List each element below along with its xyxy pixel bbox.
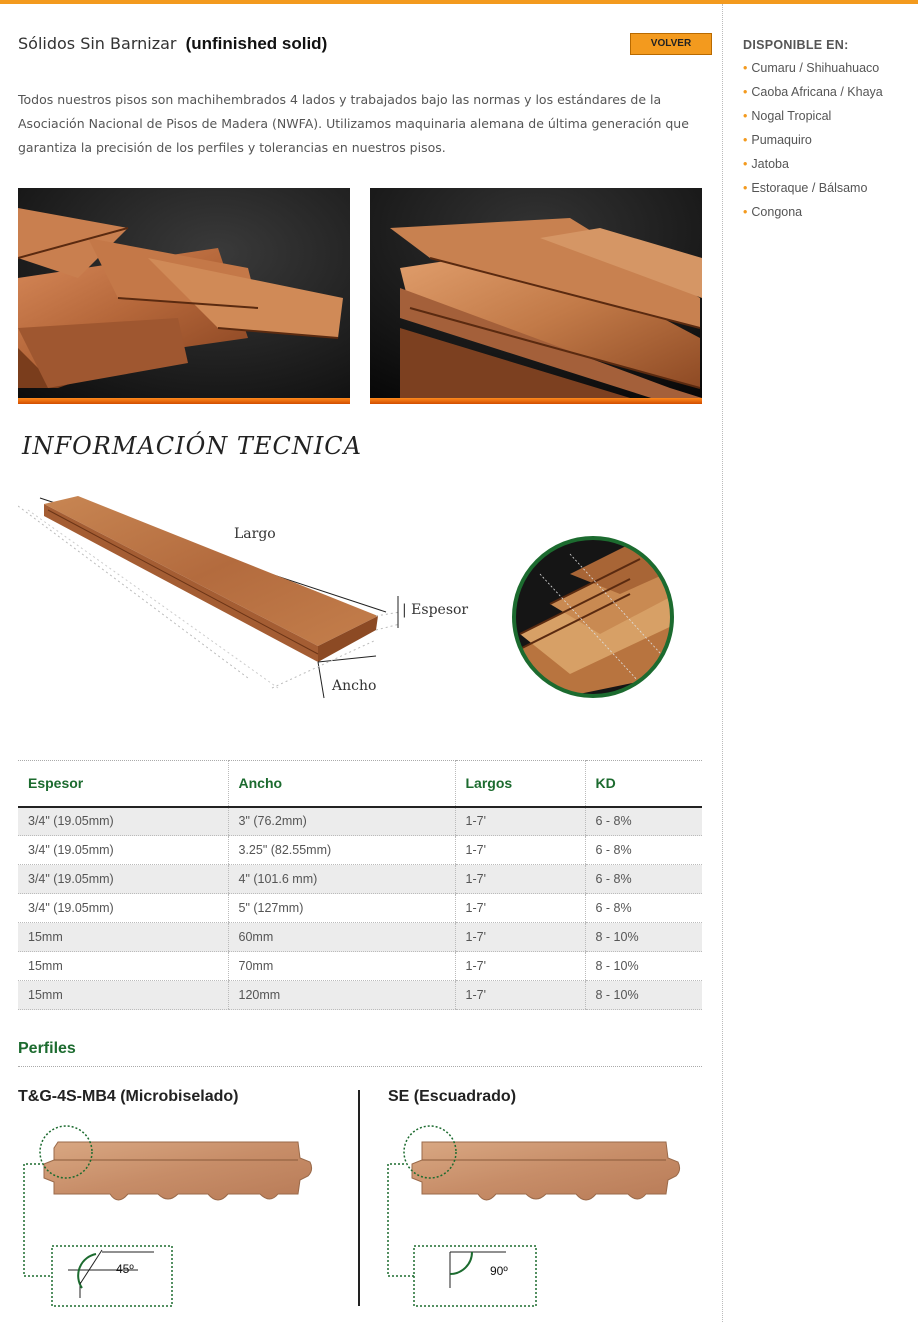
sidebar-item-jatoba[interactable] xyxy=(743,156,913,180)
sidebar-heading: DISPONIBLE EN: xyxy=(743,38,849,52)
bullet-icon: • xyxy=(743,133,748,147)
cell-espesor: 3/4" (19.05mm) xyxy=(18,807,228,836)
title-row xyxy=(18,34,702,58)
profile-separator xyxy=(358,1090,360,1306)
top-accent-bar xyxy=(0,0,918,4)
sidebar-item-label: Estoraque / Bálsamo xyxy=(751,181,868,195)
angle-label-45: 45º xyxy=(116,1262,134,1276)
label-ancho: Ancho xyxy=(332,678,377,694)
table-row xyxy=(18,865,702,894)
plank-dimensions-diagram xyxy=(18,488,478,708)
cell-espesor: 15mm xyxy=(18,923,228,952)
sidebar-item-label: Caoba Africana / Khaya xyxy=(751,85,883,99)
cell-kd: 8 - 10% xyxy=(585,923,702,952)
cell-espesor: 3/4" (19.05mm) xyxy=(18,894,228,923)
bullet-icon: • xyxy=(743,181,748,195)
angle-label-90: 90º xyxy=(490,1264,508,1278)
cell-ancho: 3" (76.2mm) xyxy=(228,807,455,836)
table-row xyxy=(18,894,702,923)
cell-largos: 1-7' xyxy=(455,981,585,1010)
sidebar-item-cumaru[interactable] xyxy=(743,60,913,84)
cell-ancho: 70mm xyxy=(228,952,455,981)
sidebar-item-pumaquiro[interactable] xyxy=(743,132,913,156)
cell-ancho: 4" (101.6 mm) xyxy=(228,865,455,894)
sidebar-item-label: Jatoba xyxy=(751,157,789,171)
sidebar xyxy=(743,38,913,228)
cell-ancho: 120mm xyxy=(228,981,455,1010)
sidebar-item-congona[interactable] xyxy=(743,204,913,228)
profile-diagram-escuadrado xyxy=(386,1122,686,1312)
bullet-icon: • xyxy=(743,85,748,99)
sidebar-list xyxy=(743,60,913,228)
cell-kd: 6 - 8% xyxy=(585,894,702,923)
cell-kd: 6 - 8% xyxy=(585,807,702,836)
cell-ancho: 5" (127mm) xyxy=(228,894,455,923)
label-espesor: | Espesor xyxy=(402,602,469,618)
cell-ancho: 3.25" (82.55mm) xyxy=(228,836,455,865)
sidebar-item-caoba[interactable] xyxy=(743,84,913,108)
bullet-icon: • xyxy=(743,157,748,171)
table-row xyxy=(18,981,702,1010)
table-row xyxy=(18,807,702,836)
cell-largos: 1-7' xyxy=(455,923,585,952)
bullet-icon: • xyxy=(743,109,748,123)
cell-ancho: 60mm xyxy=(228,923,455,952)
cell-espesor: 3/4" (19.05mm) xyxy=(18,836,228,865)
table-row xyxy=(18,952,702,981)
col-header-largos: Largos xyxy=(455,761,585,807)
label-largo: Largo xyxy=(234,526,276,542)
cell-largos: 1-7' xyxy=(455,807,585,836)
cell-largos: 1-7' xyxy=(455,952,585,981)
plank-closeup-circle xyxy=(510,534,676,700)
volver-button[interactable]: VOLVER xyxy=(630,33,712,55)
cell-kd: 8 - 10% xyxy=(585,952,702,981)
page-title-bold: (unfinished solid) xyxy=(185,34,328,53)
sidebar-item-label: Nogal Tropical xyxy=(751,109,832,123)
wood-planks-photo-1 xyxy=(18,188,350,404)
intro-paragraph: Todos nuestros pisos son machihembrados 4 lados y trabajados bajo las normas y los estándares de la Asociación Nacional de Pisos de Madera (NWFA). Utilizamos maquinaria alemana de última generación que garantiza la precisión de los perfiles y tolerancias en nuestros pisos. xyxy=(18,92,689,155)
cell-kd: 6 - 8% xyxy=(585,865,702,894)
col-header-kd: KD xyxy=(585,761,702,807)
profile-title-escuadrado: SE (Escuadrado) xyxy=(388,1088,517,1105)
table-row xyxy=(18,923,702,952)
cell-espesor: 15mm xyxy=(18,981,228,1010)
bullet-icon: • xyxy=(743,61,748,75)
cell-kd: 6 - 8% xyxy=(585,836,702,865)
photo-accent-bar xyxy=(370,398,702,404)
col-header-ancho: Ancho xyxy=(228,761,455,807)
specifications-table xyxy=(18,760,702,1010)
sidebar-item-estoraque[interactable] xyxy=(743,180,913,204)
page-title-regular: Sólidos Sin Barnizar xyxy=(18,34,177,53)
perfiles-heading: Perfiles xyxy=(18,1040,702,1067)
cell-largos: 1-7' xyxy=(455,836,585,865)
photo-accent-bar xyxy=(18,398,350,404)
cell-largos: 1-7' xyxy=(455,894,585,923)
page-title xyxy=(18,34,327,53)
bullet-icon: • xyxy=(743,205,748,219)
sidebar-item-label: Congona xyxy=(751,205,803,219)
table-row xyxy=(18,836,702,865)
profile-diagram-microbiselado xyxy=(18,1122,318,1312)
cell-espesor: 3/4" (19.05mm) xyxy=(18,865,228,894)
cell-espesor: 15mm xyxy=(18,952,228,981)
sidebar-item-label: Cumaru / Shihuahuaco xyxy=(751,61,880,75)
col-header-espesor: Espesor xyxy=(18,761,228,807)
cell-largos: 1-7' xyxy=(455,865,585,894)
sidebar-item-nogal[interactable] xyxy=(743,108,913,132)
technical-info-heading: INFORMACIÓN TECNICA xyxy=(22,432,362,460)
sidebar-item-label: Pumaquiro xyxy=(751,133,812,147)
wood-planks-photo-2 xyxy=(370,188,702,404)
cell-kd: 8 - 10% xyxy=(585,981,702,1010)
profile-title-microbiselado: T&G-4S-MB4 (Microbiselado) xyxy=(18,1088,239,1105)
column-divider xyxy=(722,4,723,1322)
